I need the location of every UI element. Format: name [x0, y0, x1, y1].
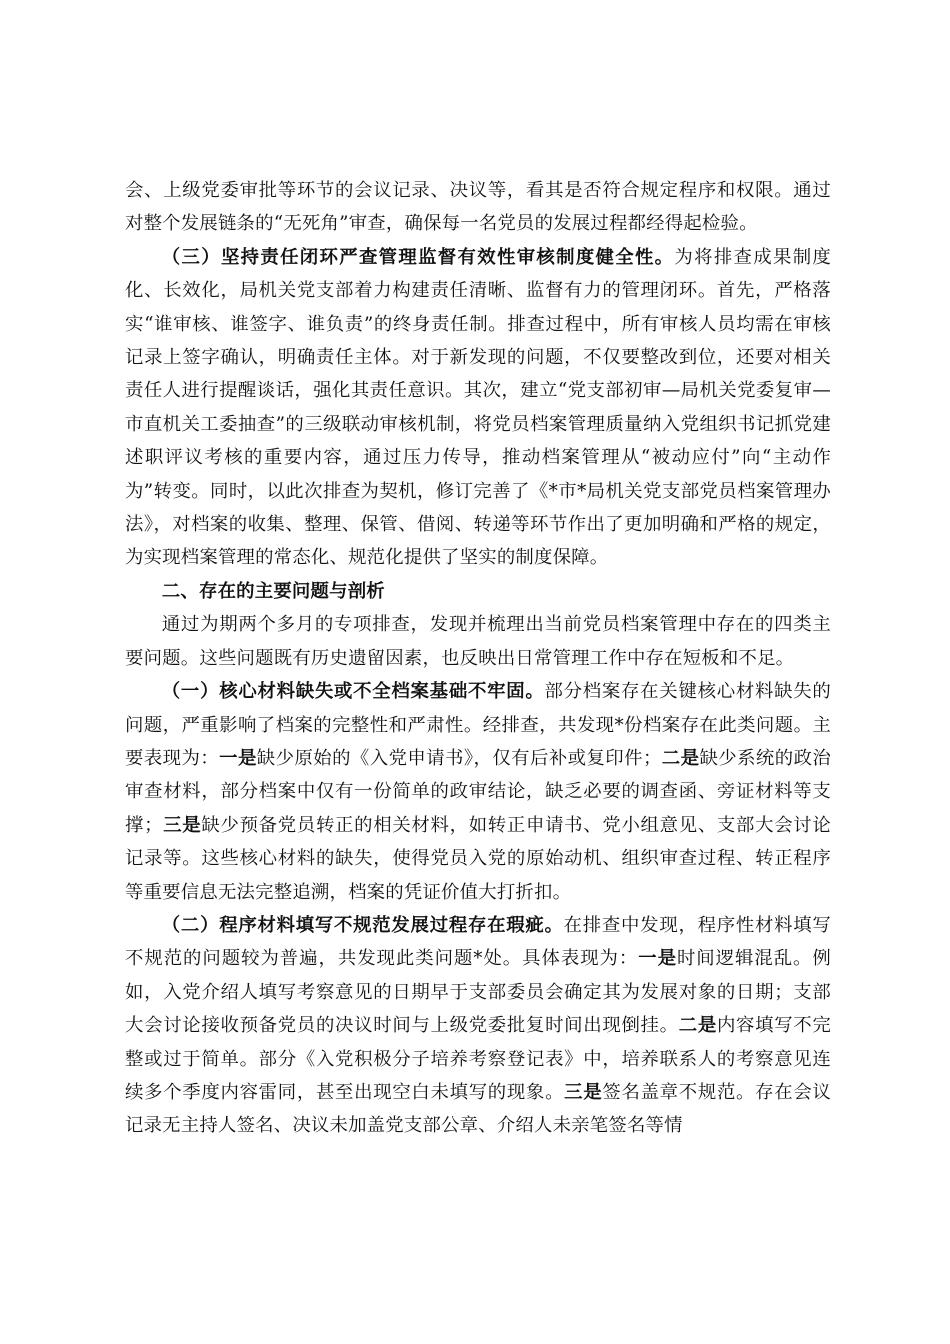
bold-text-run: 三是 — [564, 1081, 603, 1103]
text-run: 会、上级党委审批等环节的会议记录、决议等，看其是否符合规定程序和权限。通过对整个发展链条的“无死角”审查，确保每一名党员的发展过程都经得起检验。 — [125, 180, 831, 235]
text-run: 通过为期两个多月的专项排查，发现并梳理出当前党员档案管理中存在的四类主要问题。这些问题既有历史遗留因素，也反映出日常管理工作中存在短板和不足。 — [125, 614, 831, 669]
paragraph — [125, 575, 831, 608]
bold-text-run: 二、存在的主要问题与剖析 — [161, 580, 385, 602]
bold-text-run: （二）程序材料填写不规范发展过程存在瑕疵。 — [161, 914, 564, 936]
text-run: 缺少原始的《入党申请书》，仅有后补或复印件； — [256, 747, 662, 769]
bold-text-run: 二是 — [678, 1015, 717, 1037]
bold-text-run: 三是 — [162, 814, 202, 836]
bold-text-run: （三）坚持责任闭环严查管理监督有效性审核制度健全性。 — [161, 246, 675, 268]
paragraph — [125, 174, 831, 241]
bold-text-run: 二是 — [661, 747, 700, 769]
text-run: 缺少预备党员转正的相关材料，如转正申请书、党小组意见、支部大会讨论记录等。这些核心材料的缺失，使得党员入党的原始动机、组织审查过程、转正程序等重要信息无法完整追溯，档案的凭证价值大打折扣。 — [125, 814, 831, 903]
bold-text-run: 一是 — [638, 948, 677, 970]
bold-text-run: 一是 — [219, 747, 257, 769]
paragraph — [125, 675, 831, 909]
text-run: 在排查中发现，程序性材料填写不规范的问题较为普遍，共发现此类问题*处。具体表现为： — [125, 914, 831, 970]
paragraph — [125, 241, 831, 575]
text-run: 内容填写不完整或过于简单。部分《入党积极分子培养考察登记表》中，培养联系人的考察意见连续多个季度内容雷同，甚至出现空白未填写的现象。 — [125, 1015, 831, 1103]
paragraph — [125, 909, 831, 1143]
text-run: 缺少系统的政治审查材料，部分档案中仅有一份简单的政审结论，缺乏必要的调查函、旁证材料等支撑； — [125, 747, 831, 836]
text-run: 签名盖章不规范。存在会议记录无主持人签名、决议未加盖党支部公章、介绍人未亲笔签名等情 — [125, 1081, 832, 1137]
text-run: 时间逻辑混乱。例如，入党介绍人填写考察意见的日期早于支部委员会确定其为发展对象的日期；支部大会讨论接收预备党员的决议时间与上级党委批复时间出现倒挂。 — [125, 948, 831, 1037]
text-run: 部分档案存在关键核心材料缺失的问题，严重影响了档案的完整性和严肃性。经排查，共发现*份档案存在此类问题。主要表现为： — [125, 681, 831, 769]
paragraph — [125, 608, 831, 675]
text-run: 为将排查成果制度化、长效化，局机关党支部着力构建责任清晰、监督有力的管理闭环。首先，严格落实“谁审核、谁签字、谁负责”的终身责任制。排查过程中，所有审核人员均需在审核记录上签字确认，明确责任主体。对于新发现的问题，不仅要整改到位，还要对相关责任人进行提醒谈话，强化其责任意识。其次，建立“党支部初审—局机关党委复审—市直机关工委抽查”的三级联动审核机制，将党员档案管理质量纳入党组织书记抓党建述职评议考核的重要内容，通过压力传导，推动档案管理从“被动应付”向“主动作为”转变。同时，以此次排查为契机，修订完善了《*市*局机关党支部党员档案管理办法》，对档案的收集、整理、保管、借阅、转递等环节作出了更加明确和严格的规定，为实现档案管理的常态化、规范化提供了坚实的制度保障。 — [125, 246, 832, 569]
bold-text-run: （一）核心材料缺失或不全档案基础不牢固。 — [161, 681, 545, 703]
document-body — [125, 174, 831, 1143]
